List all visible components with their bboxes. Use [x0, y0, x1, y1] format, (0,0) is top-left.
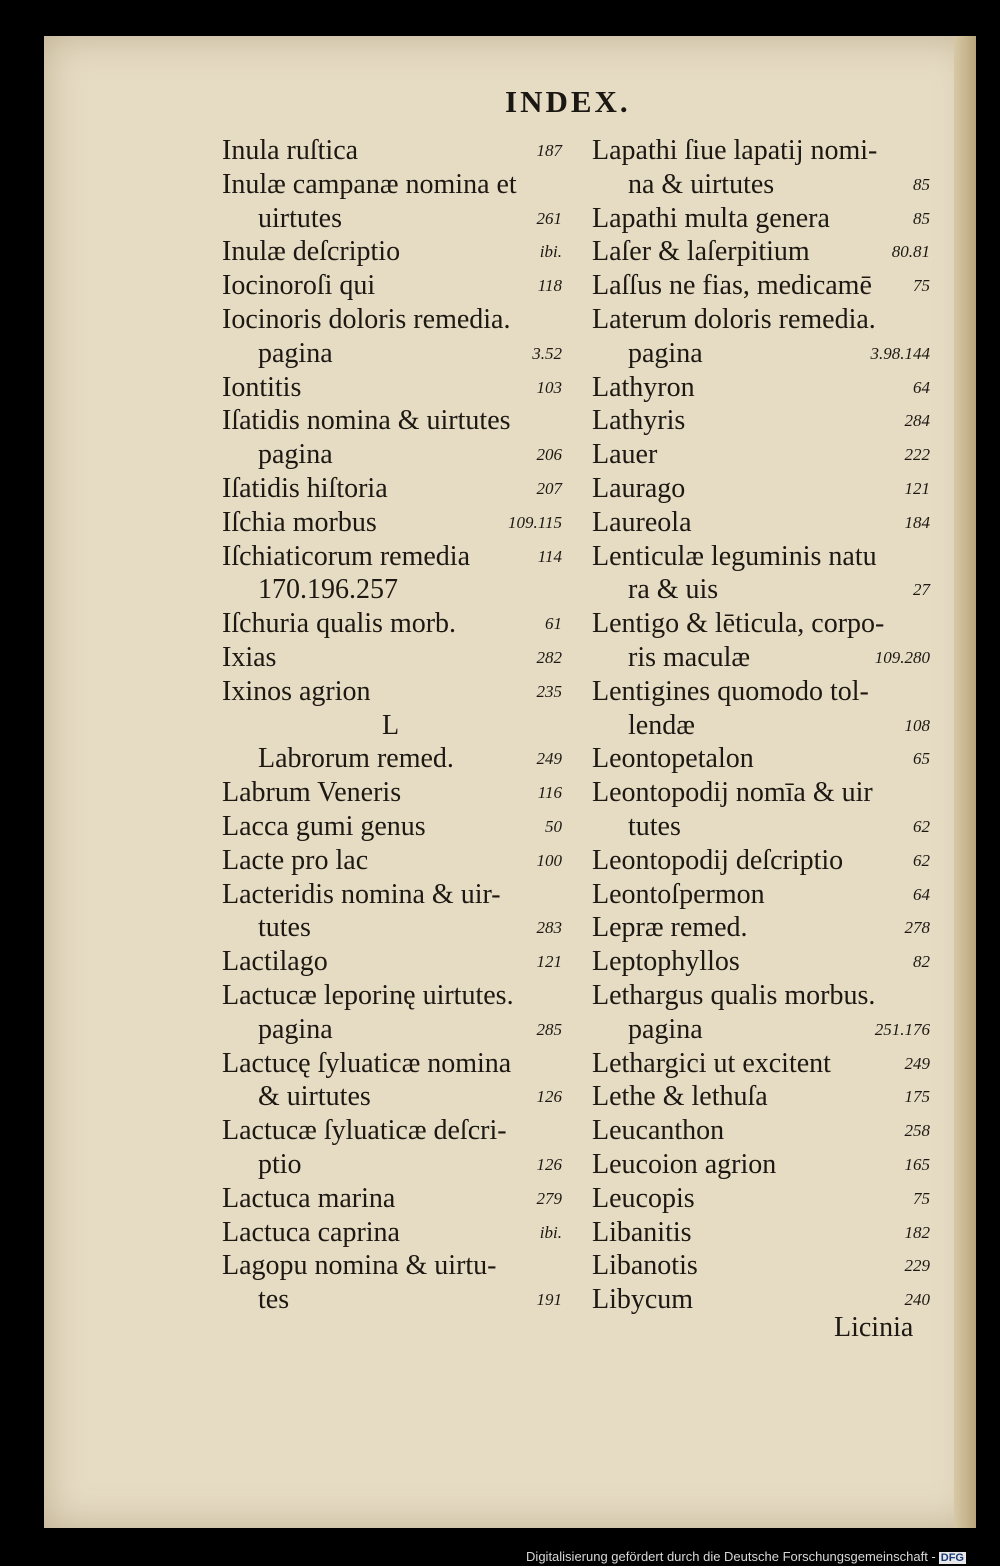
entry-page-ref: ibi. [539, 1222, 562, 1242]
entry-term: Iſatidis nomina & uirtutes [222, 405, 511, 437]
index-entry [222, 404, 562, 438]
index-entry [222, 438, 562, 472]
entry-term: Libanotis [592, 1250, 698, 1282]
dfg-logo: DFG [940, 1552, 964, 1564]
index-entry [592, 573, 930, 607]
entry-page-ref: 184 [904, 512, 930, 532]
index-entry [222, 810, 562, 844]
entry-term: uirtutes [258, 202, 342, 234]
entry-page-ref: 109.280 [874, 647, 930, 667]
index-entry [592, 337, 930, 371]
index-entry [592, 1182, 930, 1216]
index-entry [222, 337, 562, 371]
entry-page-ref: 3.98.144 [870, 343, 930, 363]
entry-term: Lacca gumi genus [222, 810, 426, 842]
entry-term: Iſchia morbus [222, 506, 377, 538]
index-entry [222, 1249, 562, 1283]
entry-page-ref: 182 [904, 1222, 930, 1242]
entry-page-ref: 85 [913, 208, 930, 228]
entry-term: Lenticulæ leguminis natu [592, 540, 877, 572]
entry-page-ref: 109.115 [508, 512, 562, 532]
entry-term: Lethargus qualis morbus. [592, 979, 876, 1011]
index-entry [222, 134, 562, 168]
index-entry [222, 303, 562, 337]
entry-term: Iontitis [222, 371, 302, 403]
entry-page-ref: 165 [904, 1154, 930, 1174]
entry-term: Leucopis [592, 1182, 695, 1214]
entry-page-ref: 279 [536, 1188, 562, 1208]
index-entry [592, 979, 930, 1013]
index-entry [222, 202, 562, 236]
entry-term: Ixias [222, 641, 277, 673]
entry-page-ref: 114 [537, 546, 562, 566]
index-entry [222, 878, 562, 912]
index-entry [592, 1013, 930, 1047]
entry-page-ref: 62 [913, 850, 930, 870]
entry-term: Lapathi multa genera [592, 202, 830, 234]
entry-term: Lapathi ſiue lapatij nomi- [592, 135, 878, 166]
entry-page-ref: 62 [913, 816, 930, 836]
entry-page-ref: 64 [913, 377, 930, 397]
index-entry [222, 911, 562, 945]
entry-page-ref: 206 [536, 445, 562, 465]
entry-term: Leontopodij nomīa & uir [592, 777, 873, 809]
index-entry [592, 911, 930, 945]
entry-term: & uirtutes [258, 1081, 371, 1113]
index-entry [222, 776, 562, 810]
entry-term: Iocinoris doloris remedia. [222, 303, 511, 335]
index-entry [222, 1114, 562, 1148]
catchword: Licinia [834, 1312, 914, 1343]
entry-term: Laureola [592, 506, 692, 538]
entry-page-ref: 126 [536, 1087, 562, 1107]
entry-term: Iſchuria qualis morb. [222, 608, 457, 640]
entry-term: Lagopu nomina & uirtu- [222, 1250, 497, 1282]
index-entry [222, 1080, 562, 1114]
page-header: INDEX. [505, 84, 631, 119]
entry-page-ref: 249 [536, 749, 562, 769]
entry-page-ref: 82 [913, 952, 930, 972]
index-entry [592, 607, 930, 641]
entry-term: Laſer & laſerpitium [592, 236, 810, 268]
entry-term: Lentigines quomodo tol- [592, 675, 869, 707]
entry-term: Lacteridis nomina & uir- [222, 878, 501, 910]
index-entry [592, 709, 930, 743]
index-entry [592, 878, 930, 912]
index-entry [222, 709, 562, 743]
entry-term: Lathyron [592, 371, 695, 403]
entry-term: Lactuca marina [222, 1182, 396, 1214]
index-entry [222, 1047, 562, 1081]
index-entry [222, 1283, 562, 1317]
entry-term: na & uirtutes [628, 168, 775, 200]
entry-term: Lepræ remed. [592, 912, 748, 944]
entry-term: Laſſus ne fias, medicamē [592, 270, 872, 302]
entry-page-ref: 27 [913, 580, 930, 600]
index-entry [222, 945, 562, 979]
entry-page-ref: 116 [537, 783, 562, 803]
entry-term: Leucanthon [592, 1115, 725, 1147]
entry-page-ref: 50 [545, 816, 562, 836]
entry-page-ref: 75 [913, 1188, 930, 1208]
entry-term: Lactucę ſyluaticæ nomina [222, 1047, 512, 1079]
entry-page-ref: 61 [545, 614, 562, 634]
index-entry [222, 506, 562, 540]
index-entry [222, 844, 562, 878]
index-entry [222, 540, 562, 574]
index-entry [592, 506, 930, 540]
entry-page-ref: 80.81 [891, 242, 930, 262]
entry-term: Inulæ campanæ nomina et [222, 168, 517, 200]
entry-page-ref: 261 [536, 208, 562, 228]
entry-term: Laterum doloris remedia. [592, 303, 876, 335]
entry-term: pagina [628, 1013, 703, 1045]
entry-page-ref: 191 [536, 1290, 562, 1310]
index-entry [592, 675, 930, 709]
entry-term: Leucoion agrion [592, 1148, 777, 1180]
entry-page-ref: 258 [904, 1121, 930, 1141]
entry-page-ref: ibi. [539, 242, 562, 262]
index-entry [592, 1148, 930, 1182]
entry-term: Libycum [592, 1284, 694, 1316]
index-entry [222, 235, 562, 269]
index-entry [592, 776, 930, 810]
entry-page-ref: 285 [536, 1019, 562, 1039]
entry-page-ref: 251.176 [874, 1019, 930, 1039]
entry-term: Leontoſpermon [592, 878, 765, 910]
index-entry [592, 202, 930, 236]
index-entry [592, 1047, 930, 1081]
entry-term: L [382, 709, 400, 741]
entry-page-ref: 65 [913, 749, 930, 769]
entry-term: Labrum Veneris [222, 777, 402, 809]
entry-term: Leptophyllos [592, 946, 740, 978]
entry-page-ref: 118 [537, 276, 562, 296]
entry-term: Inulæ deſcriptio [222, 236, 401, 268]
entry-term: Inula ruſtica [222, 135, 359, 166]
entry-term: Lactilago [222, 946, 328, 978]
entry-term: Ixinos agrion [222, 675, 371, 707]
entry-term: Leontopetalon [592, 743, 754, 775]
entry-term: Lethargici ut excitent [592, 1047, 831, 1079]
entry-term: Libanitis [592, 1216, 692, 1248]
index-entry [592, 168, 930, 202]
entry-page-ref: 207 [536, 478, 562, 498]
index-entry [222, 641, 562, 675]
index-entry [592, 844, 930, 878]
index-entry [592, 810, 930, 844]
entry-term: Lacte pro lac [222, 844, 369, 876]
entry-term: pagina [258, 1013, 333, 1045]
index-entry [592, 1114, 930, 1148]
entry-page-ref: 108 [904, 715, 930, 735]
entry-page-ref: 121 [904, 478, 930, 498]
index-entry [222, 168, 562, 202]
index-entry [592, 742, 930, 776]
entry-term: Lactucæ leporinę uirtutes. [222, 979, 514, 1011]
entry-term: Leontopodij deſcriptio [592, 844, 844, 876]
entry-page-ref: 284 [904, 411, 930, 431]
entry-page-ref: 85 [913, 174, 930, 194]
index-entry [222, 1013, 562, 1047]
footer [526, 1549, 966, 1564]
index-entry [222, 675, 562, 709]
index-column-right [592, 134, 930, 1317]
entry-term: ptio [258, 1148, 302, 1180]
index-entry [592, 371, 930, 405]
entry-term: pagina [258, 337, 333, 369]
entry-page-ref: 75 [913, 276, 930, 296]
index-entry [592, 269, 930, 303]
index-column-left [222, 134, 562, 1317]
entry-page-ref: 3.52 [532, 343, 562, 363]
entry-page-ref: 222 [904, 445, 930, 465]
footer-credit: Digitalisierung gefördert durch die Deutsche Forschungsgemeinschaft - [526, 1549, 936, 1564]
index-entry [592, 472, 930, 506]
index-entry [222, 607, 562, 641]
index-entry [592, 134, 930, 168]
entry-page-ref: 249 [904, 1053, 930, 1073]
index-entry [592, 1080, 930, 1114]
page-gutter [954, 36, 976, 1528]
entry-term: Lauer [592, 439, 658, 471]
entry-term: Iocinoroſi qui [222, 270, 376, 302]
entry-term: pagina [258, 439, 333, 471]
entry-term: Lathyris [592, 405, 686, 437]
entry-term: Lactuca caprina [222, 1216, 400, 1248]
entry-term: Iſatidis hiſtoria [222, 472, 388, 504]
entry-page-ref: 103 [536, 377, 562, 397]
entry-term: pagina [628, 337, 703, 369]
entry-page-ref: 100 [536, 850, 562, 870]
entry-term: tutes [628, 810, 681, 842]
index-entry [222, 1148, 562, 1182]
index-entry [592, 641, 930, 675]
entry-page-ref: 121 [536, 952, 562, 972]
index-entry [592, 945, 930, 979]
entry-term: ris maculæ [628, 641, 751, 673]
index-entry [222, 1182, 562, 1216]
entry-page-ref: 282 [536, 647, 562, 667]
entry-term: Lentigo & lēticula, corpo- [592, 608, 885, 640]
entry-term: Laurago [592, 472, 686, 504]
entry-term: 170.196.257 [258, 574, 398, 606]
entry-term: tes [258, 1284, 290, 1316]
index-entry [222, 269, 562, 303]
index-entry [222, 472, 562, 506]
entry-page-ref: 229 [904, 1256, 930, 1276]
index-entry [222, 742, 562, 776]
entry-term: lendæ [628, 709, 695, 741]
entry-term: Iſchiaticorum remedia [222, 540, 470, 572]
index-entry [592, 404, 930, 438]
entry-page-ref: 64 [913, 884, 930, 904]
index-entry [592, 235, 930, 269]
entry-page-ref: 240 [904, 1290, 930, 1310]
index-entry [592, 438, 930, 472]
entry-page-ref: 235 [536, 681, 562, 701]
index-entry [592, 1249, 930, 1283]
entry-page-ref: 283 [536, 918, 562, 938]
index-entry [222, 371, 562, 405]
index-entry [592, 540, 930, 574]
index-entry [592, 303, 930, 337]
index-entry [222, 979, 562, 1013]
entry-page-ref: 278 [904, 918, 930, 938]
index-entry [222, 573, 562, 607]
entry-page-ref: 187 [536, 141, 562, 160]
entry-term: Labrorum remed. [258, 743, 454, 775]
entry-term: Lethe & lethuſa [592, 1081, 768, 1113]
entry-term: Lactucæ ſyluaticæ deſcri- [222, 1115, 507, 1147]
entry-page-ref: 126 [536, 1154, 562, 1174]
entry-term: ra & uis [628, 574, 719, 606]
index-entry [592, 1216, 930, 1250]
entry-page-ref: 175 [904, 1087, 930, 1107]
index-entry [222, 1216, 562, 1250]
entry-term: tutes [258, 912, 311, 944]
